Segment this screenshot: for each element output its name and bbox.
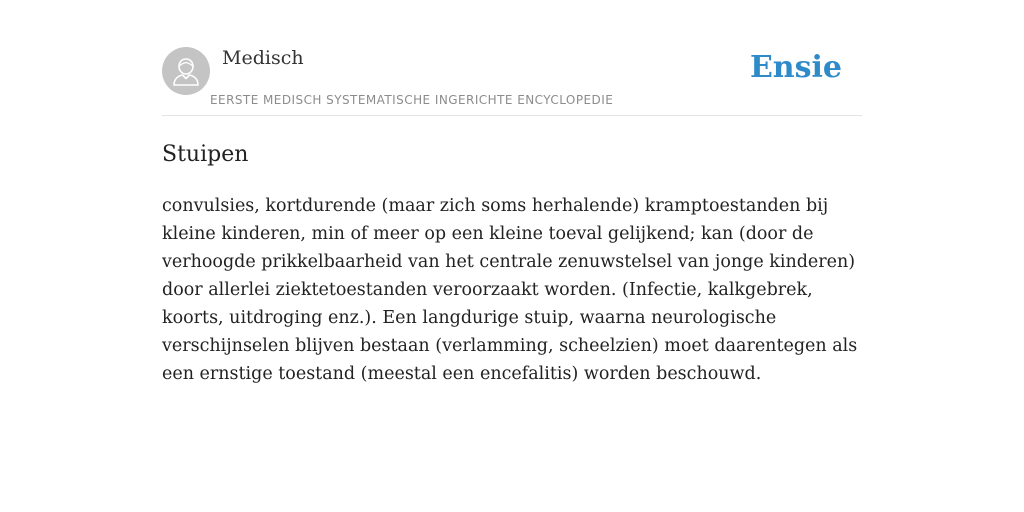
entry-header <box>162 40 862 116</box>
source-name[interactable]: Medisch <box>222 47 304 69</box>
entry-title: Stuipen <box>162 142 249 167</box>
source-avatar[interactable] <box>162 47 210 95</box>
entry-card <box>162 40 862 388</box>
brand-logo[interactable]: Ensie <box>749 50 842 85</box>
user-silhouette-icon <box>172 56 200 86</box>
entry-body: convulsies, kortdurende (maar zich soms herhalende) kramptoestanden bij kleine kinderen, min of meer op een kleine toeval gelijkend; kan (door de verhoogde prikkelbaarheid van het centrale zenuwstelsel van jonge kinderen) door allerlei ziektetoestanden veroorzaakt worden. (Infectie, kalkgebrek, koorts, uitdroging enz.). Een langdurige stuip, waarna neurologische verschijnselen blijven bestaan (verlamming, scheelzien) moet daarentegen als een ernstige toestand (meestal een encefalitis) worden beschouwd. <box>162 196 858 384</box>
source-subtitle: EERSTE MEDISCH SYSTEMATISCHE INGERICHTE ENCYCLOPEDIE <box>210 93 614 107</box>
